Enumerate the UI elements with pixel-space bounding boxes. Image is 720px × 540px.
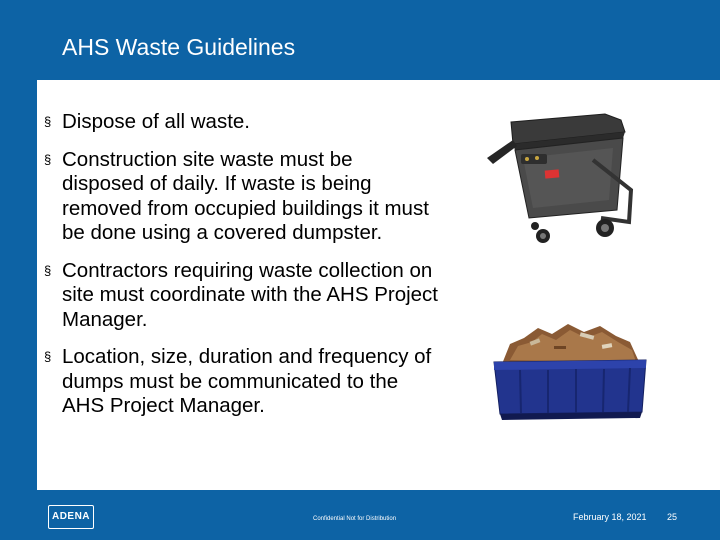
bullet-text: Location, size, duration and frequency of dumps must be communicated to the AHS Project Manager. <box>62 345 432 417</box>
bullet-item <box>44 110 439 135</box>
bullet-marker: § <box>44 262 52 278</box>
bullet-item <box>44 345 439 419</box>
slide-title: AHS Waste Guidelines <box>62 34 296 60</box>
bullet-text: Construction site waste must be disposed of daily. If waste is being removed from occupied buildings it must be done using a covered dumpster. <box>62 147 429 244</box>
page-number: 25 <box>667 512 678 522</box>
adena-logo: ADENA <box>48 505 94 529</box>
bullet-text: Dispose of all waste. <box>62 110 251 133</box>
bullet-marker: § <box>44 151 52 167</box>
dumpster-image <box>490 320 650 430</box>
bullet-text: Contractors requiring waste collection on site must coordinate with the AHS Project Manager. <box>62 258 439 331</box>
bullet-list <box>44 110 439 432</box>
bullet-item <box>44 148 439 246</box>
confidential-notice: Confidential Not for Distribution <box>313 516 397 522</box>
bullet-item <box>44 259 439 333</box>
footer-date: February 18, 2021 <box>573 512 647 522</box>
bullet-marker: § <box>44 349 52 364</box>
bullet-marker: § <box>44 114 52 129</box>
waste-cart-image <box>483 100 643 250</box>
